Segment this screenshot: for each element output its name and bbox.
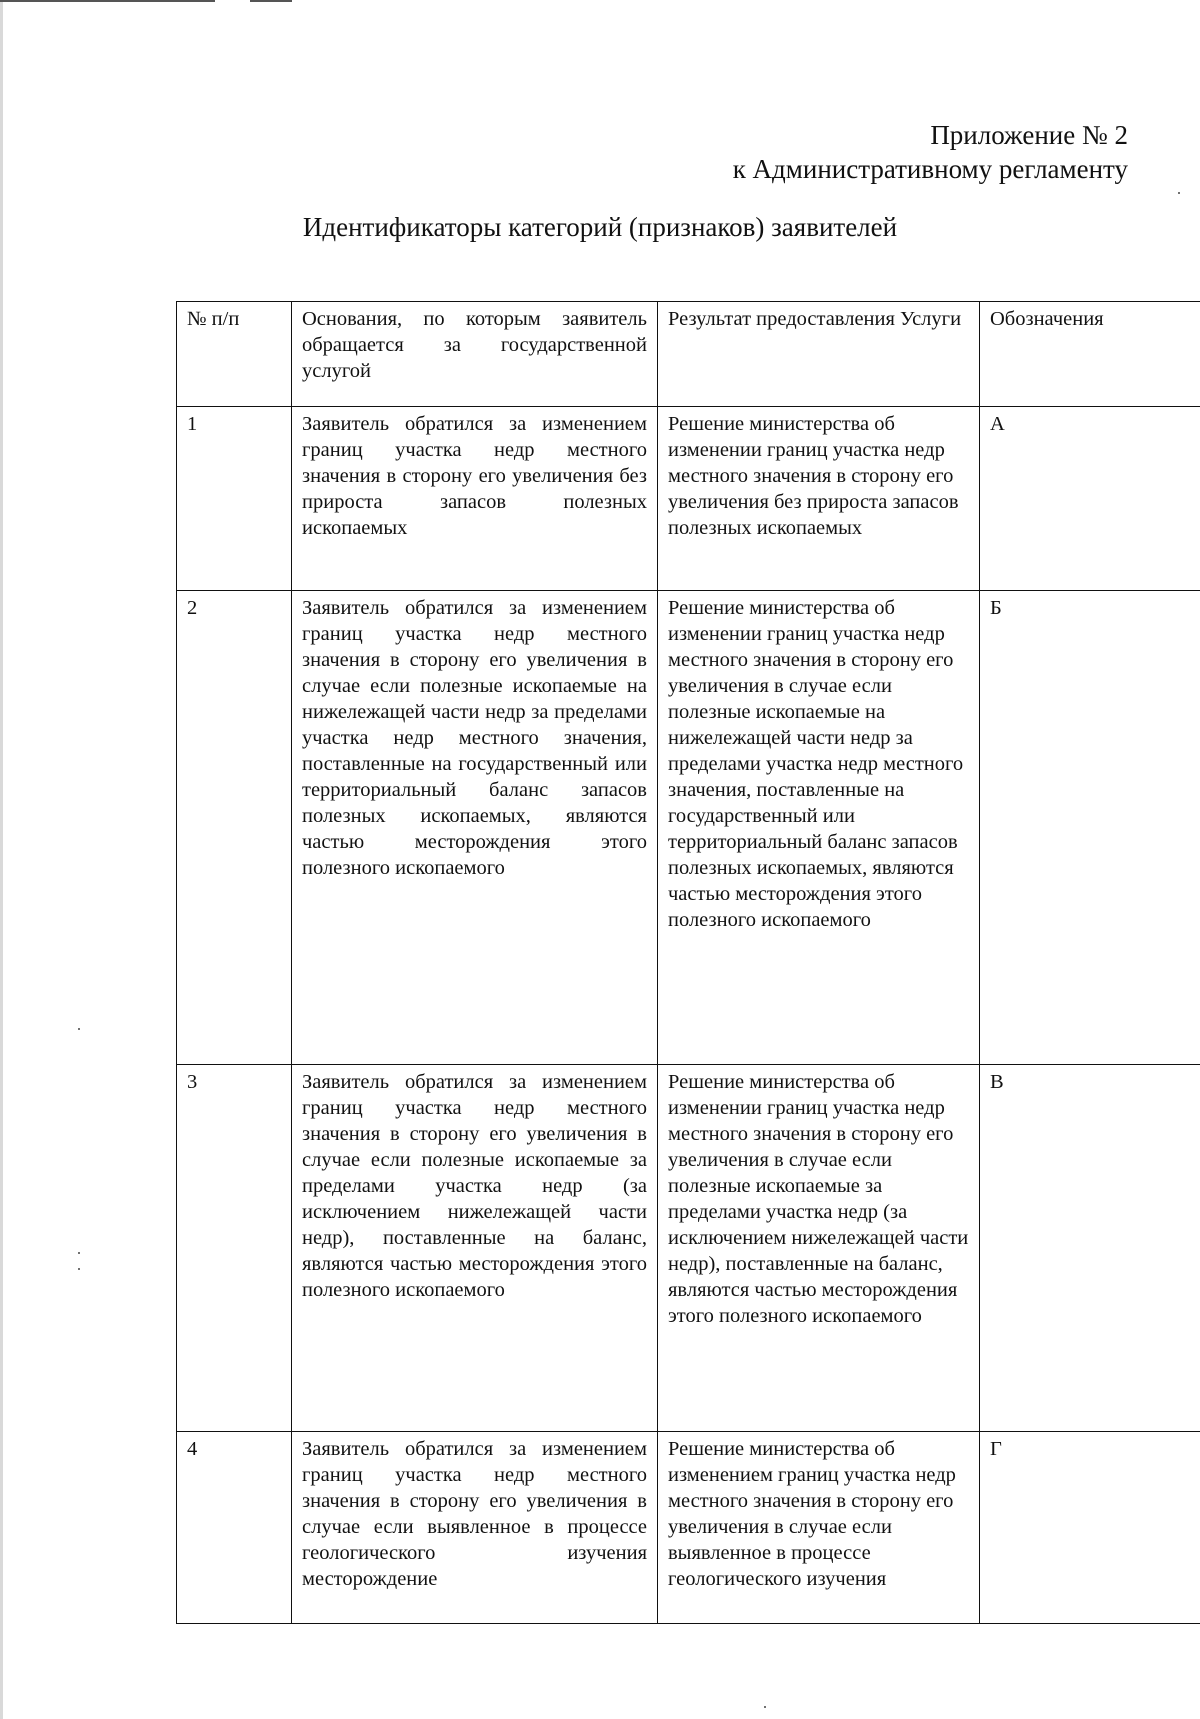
table-header-row bbox=[177, 302, 1200, 407]
table-row bbox=[177, 591, 1200, 1065]
header-cell-basis: Основания, по которым заявитель обращается за государственной услугой bbox=[292, 302, 658, 407]
row-number: 3 bbox=[177, 1065, 292, 1432]
row-basis: Заявитель обратился за изменением границ участка недр местного значения в сторону его увеличения в случае если полезные ископаемые за пределами участка недр (за исключением нижележащей части недр), поставленные на баланс, являются частью месторождения этого полезного ископаемого bbox=[292, 1065, 658, 1432]
document-title: Идентификаторы категорий (признаков) заявителей bbox=[302, 212, 898, 242]
scan-mark bbox=[250, 0, 292, 2]
header-cell-code: Обозначения bbox=[980, 302, 1200, 407]
row-basis: Заявитель обратился за изменением границ участка недр местного значения в сторону его увеличения без прироста запасов полезных ископаемых bbox=[292, 407, 658, 591]
scan-speck bbox=[78, 1028, 80, 1030]
table-row bbox=[177, 1432, 1200, 1624]
table-row bbox=[177, 1065, 1200, 1432]
row-number: 2 bbox=[177, 591, 292, 1065]
row-result: Решение министерства об изменении границ участка недр местного значения в сторону его увеличения в случае если полезные ископаемые на нижележащей части недр за пределами участка недр местного значения, поставленные на государственный или территориальный баланс запасов полезных ископаемых, являются частью месторождения этого полезного ископаемого bbox=[658, 591, 980, 1065]
appendix-header bbox=[733, 118, 1128, 186]
row-result: Решение министерства об изменении границ участка недр местного значения в сторону его увеличения в случае если полезные ископаемые за пределами участка недр (за исключением нижележащей части недр), поставленные на баланс, являются частью месторождения этого полезного ископаемого bbox=[658, 1065, 980, 1432]
row-code: А bbox=[980, 407, 1200, 591]
appendix-reference: к Административному регламенту bbox=[732, 154, 1128, 184]
table-row bbox=[177, 407, 1200, 591]
scan-mark bbox=[0, 0, 215, 2]
scan-speck bbox=[78, 1252, 80, 1254]
row-code: Б bbox=[980, 591, 1200, 1065]
row-number: 1 bbox=[177, 407, 292, 591]
identifiers-table bbox=[176, 301, 1200, 1624]
appendix-number: Приложение № 2 bbox=[930, 120, 1128, 150]
scan-speck bbox=[1178, 192, 1180, 194]
row-result: Решение министерства об изменении границ участка недр местного значения в сторону его увеличения без прироста запасов полезных ископаемых bbox=[658, 407, 980, 591]
row-code: В bbox=[980, 1065, 1200, 1432]
row-basis: Заявитель обратился за изменением границ участка недр местного значения в сторону его увеличения в случае если выявленное в процессе геологического изучения месторождение bbox=[292, 1432, 658, 1624]
row-result: Решение министерства об изменением границ участка недр местного значения в сторону его увеличения в случае если выявленное в процессе геологического изучения bbox=[658, 1432, 980, 1624]
scan-border bbox=[0, 0, 3, 1719]
header-cell-result: Результат предоставления Услуги bbox=[658, 302, 980, 407]
header-cell-number: № п/п bbox=[177, 302, 292, 407]
row-number: 4 bbox=[177, 1432, 292, 1624]
row-code: Г bbox=[980, 1432, 1200, 1624]
scan-speck bbox=[78, 1268, 80, 1270]
scan-speck bbox=[764, 1706, 766, 1708]
row-basis: Заявитель обратился за изменением границ участка недр местного значения в сторону его увеличения в случае если полезные ископаемые на нижележащей части недр за пределами участка недр местного значения, поставленные на государственный или территориальный баланс запасов полезных ископаемых, являются частью месторождения этого полезного ископаемого bbox=[292, 591, 658, 1065]
